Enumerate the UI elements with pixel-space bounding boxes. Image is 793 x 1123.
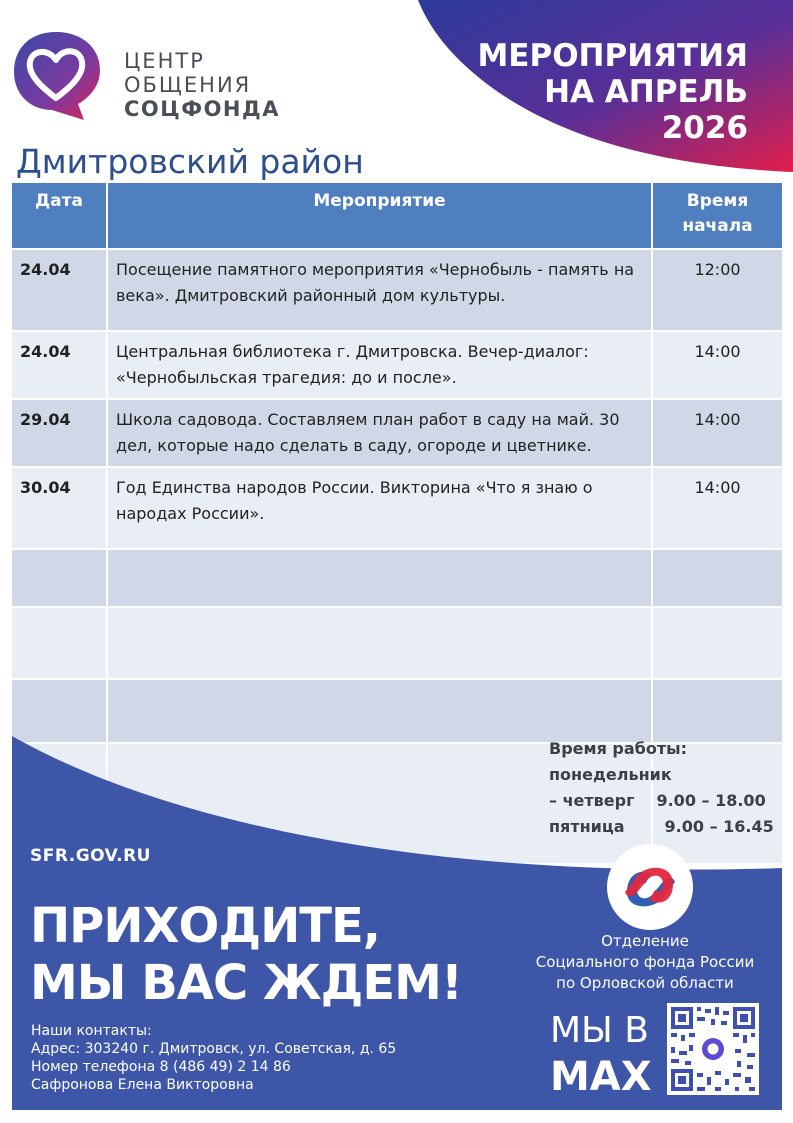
event-description: Центральная библиотека г. Дмитровска. Вечер-диалог: «Чернобыльская трагедия: до и после». bbox=[107, 331, 652, 399]
event-date: 30.04 bbox=[12, 467, 107, 549]
table-row bbox=[12, 467, 782, 549]
website-link[interactable]: SFR.GOV.RU bbox=[30, 846, 151, 866]
event-time: 14:00 bbox=[652, 399, 782, 467]
organization-caption: Отделение Социального фонда России по Орловской области bbox=[535, 932, 755, 992]
contacts: Наши контакты: Адрес: 303240 г. Дмитровск, ул. Советская, д. 65 Номер телефона 8 (486 49) 2 14 86 Сафронова Елена Викторовна bbox=[31, 1023, 397, 1093]
event-date: 29.04 bbox=[12, 399, 107, 467]
event-description: Год Единства народов России. Викторина «Что я знаю о народах России». bbox=[107, 467, 652, 549]
event-time: 14:00 bbox=[652, 331, 782, 399]
logo-text: ЦЕНТР ОБЩЕНИЯ СОЦФОНДА bbox=[124, 49, 280, 121]
event-time: 12:00 bbox=[652, 249, 782, 331]
banner-title: МЕРОПРИЯТИЯ НА АПРЕЛЬ 2026 bbox=[477, 38, 748, 146]
empty-table-row bbox=[12, 549, 782, 607]
table-row bbox=[12, 399, 782, 467]
max-messenger-label: МЫ В MAX bbox=[550, 1010, 652, 1100]
event-date: 24.04 bbox=[12, 249, 107, 331]
working-hours: Время работы: понедельник – четверг 9.00 – 18.00 пятница 9.00 – 16.45 bbox=[549, 739, 774, 836]
event-description: Посещение памятного мероприятия «Чернобыль - память на века». Дмитровский районный дом культуры. bbox=[107, 249, 652, 331]
table-row bbox=[12, 249, 782, 331]
empty-table-row bbox=[12, 607, 782, 679]
sfr-logo-icon bbox=[607, 844, 693, 930]
qr-code-icon[interactable] bbox=[667, 1003, 759, 1095]
district-title: Дмитровский район bbox=[16, 142, 364, 181]
event-description: Школа садовода. Составляем план работ в саду на май. 30 дел, которые надо сделать в саду, огороде и цветнике. bbox=[107, 399, 652, 467]
table-row bbox=[12, 331, 782, 399]
slogan: ПРИХОДИТЕ, МЫ ВАС ЖДЕМ! bbox=[30, 898, 462, 1011]
heart-chat-logo-icon bbox=[10, 28, 102, 120]
column-header-event: Мероприятие bbox=[107, 183, 652, 249]
column-header-time: Время начала bbox=[652, 183, 782, 249]
column-header-date: Дата bbox=[12, 183, 107, 249]
event-date: 24.04 bbox=[12, 331, 107, 399]
event-time: 14:00 bbox=[652, 467, 782, 549]
